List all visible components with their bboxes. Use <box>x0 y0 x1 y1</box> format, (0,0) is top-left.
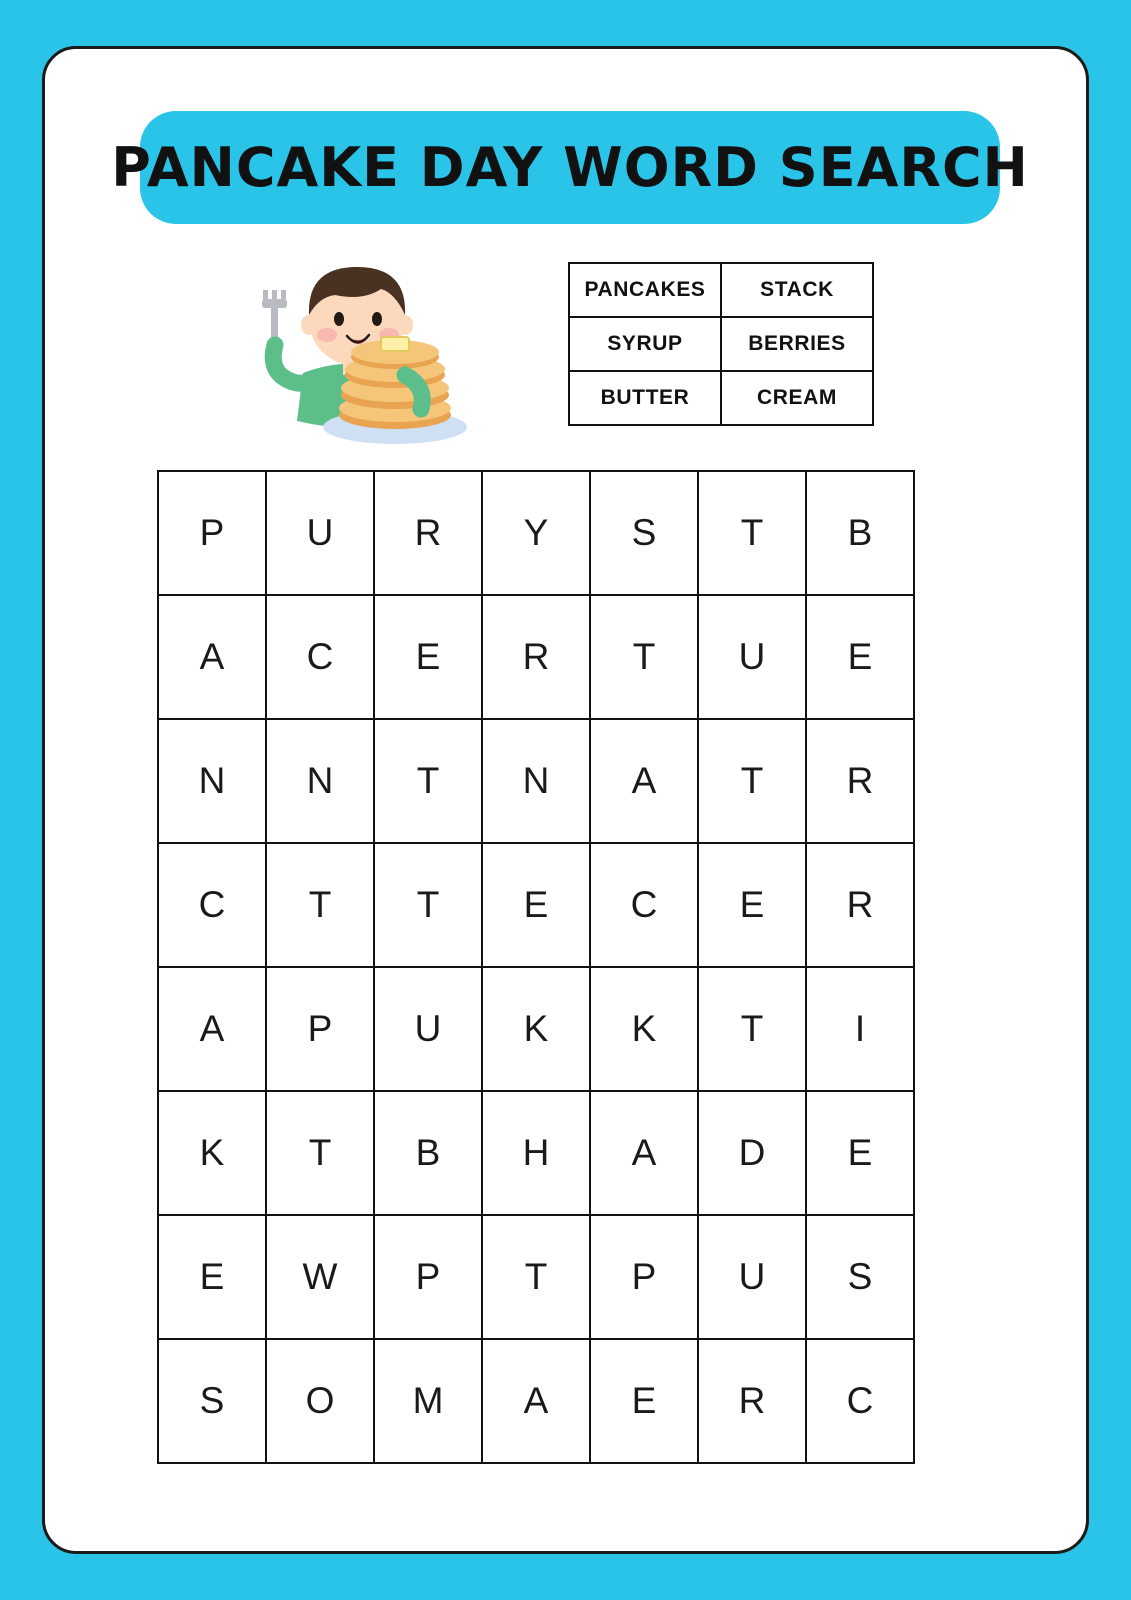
grid-cell[interactable]: T <box>698 719 806 843</box>
grid-cell[interactable]: T <box>374 719 482 843</box>
word-item: CREAM <box>721 371 873 425</box>
grid-cell[interactable]: B <box>806 471 914 595</box>
grid-cell[interactable]: M <box>374 1339 482 1463</box>
word-item: PANCAKES <box>569 263 721 317</box>
grid-cell[interactable]: T <box>590 595 698 719</box>
grid-cell[interactable]: E <box>158 1215 266 1339</box>
word-item: BERRIES <box>721 317 873 371</box>
grid-cell[interactable]: R <box>374 471 482 595</box>
grid-cell[interactable]: P <box>158 471 266 595</box>
grid-cell[interactable]: T <box>266 843 374 967</box>
grid-cell[interactable]: R <box>806 843 914 967</box>
grid-row <box>158 1091 914 1215</box>
grid-row <box>158 595 914 719</box>
grid-cell[interactable]: U <box>374 967 482 1091</box>
grid-cell[interactable]: S <box>158 1339 266 1463</box>
worksheet-page <box>42 46 1089 1554</box>
grid-row <box>158 967 914 1091</box>
grid-cell[interactable]: K <box>158 1091 266 1215</box>
grid-cell[interactable]: P <box>590 1215 698 1339</box>
grid-cell[interactable]: C <box>266 595 374 719</box>
grid-row <box>158 1215 914 1339</box>
grid-cell[interactable]: N <box>482 719 590 843</box>
grid-cell[interactable]: P <box>374 1215 482 1339</box>
grid-cell[interactable]: K <box>482 967 590 1091</box>
word-search-grid <box>157 470 915 1464</box>
grid-cell[interactable]: N <box>158 719 266 843</box>
grid-cell[interactable]: A <box>158 967 266 1091</box>
boy-with-pancakes-illustration <box>245 245 475 445</box>
grid-cell[interactable]: E <box>806 1091 914 1215</box>
grid-cell[interactable]: U <box>698 1215 806 1339</box>
grid-cell[interactable]: E <box>374 595 482 719</box>
title-banner <box>111 111 1029 224</box>
word-list-row <box>569 371 873 425</box>
word-list-table <box>568 262 874 426</box>
word-item: BUTTER <box>569 371 721 425</box>
grid-cell[interactable]: B <box>374 1091 482 1215</box>
grid-cell[interactable]: T <box>698 967 806 1091</box>
grid-row <box>158 1339 914 1463</box>
grid-cell[interactable]: W <box>266 1215 374 1339</box>
grid-cell[interactable]: A <box>482 1339 590 1463</box>
grid-cell[interactable]: A <box>590 1091 698 1215</box>
grid-cell[interactable]: P <box>266 967 374 1091</box>
word-item: STACK <box>721 263 873 317</box>
grid-cell[interactable]: S <box>806 1215 914 1339</box>
grid-cell[interactable]: E <box>698 843 806 967</box>
grid-cell[interactable]: T <box>374 843 482 967</box>
grid-cell[interactable]: K <box>590 967 698 1091</box>
grid-cell[interactable]: R <box>482 595 590 719</box>
grid-cell[interactable]: A <box>158 595 266 719</box>
page-title: PANCAKE DAY WORD SEARCH <box>111 136 1029 199</box>
grid-row <box>158 843 914 967</box>
grid-row <box>158 719 914 843</box>
grid-cell[interactable]: E <box>806 595 914 719</box>
grid-cell[interactable]: C <box>158 843 266 967</box>
grid-cell[interactable]: T <box>266 1091 374 1215</box>
grid-cell[interactable]: O <box>266 1339 374 1463</box>
word-list-row <box>569 263 873 317</box>
grid-cell[interactable]: C <box>590 843 698 967</box>
grid-cell[interactable]: C <box>806 1339 914 1463</box>
grid-cell[interactable]: Y <box>482 471 590 595</box>
grid-cell[interactable]: A <box>590 719 698 843</box>
grid-cell[interactable]: I <box>806 967 914 1091</box>
grid-cell[interactable]: U <box>698 595 806 719</box>
grid-cell[interactable]: N <box>266 719 374 843</box>
grid-cell[interactable]: D <box>698 1091 806 1215</box>
grid-cell[interactable]: E <box>590 1339 698 1463</box>
grid-row <box>158 471 914 595</box>
grid-cell[interactable]: R <box>698 1339 806 1463</box>
word-item: SYRUP <box>569 317 721 371</box>
grid-cell[interactable]: T <box>482 1215 590 1339</box>
grid-cell[interactable]: H <box>482 1091 590 1215</box>
word-list-row <box>569 317 873 371</box>
grid-cell[interactable]: E <box>482 843 590 967</box>
grid-cell[interactable]: U <box>266 471 374 595</box>
grid-cell[interactable]: S <box>590 471 698 595</box>
grid-cell[interactable]: R <box>806 719 914 843</box>
grid-cell[interactable]: T <box>698 471 806 595</box>
